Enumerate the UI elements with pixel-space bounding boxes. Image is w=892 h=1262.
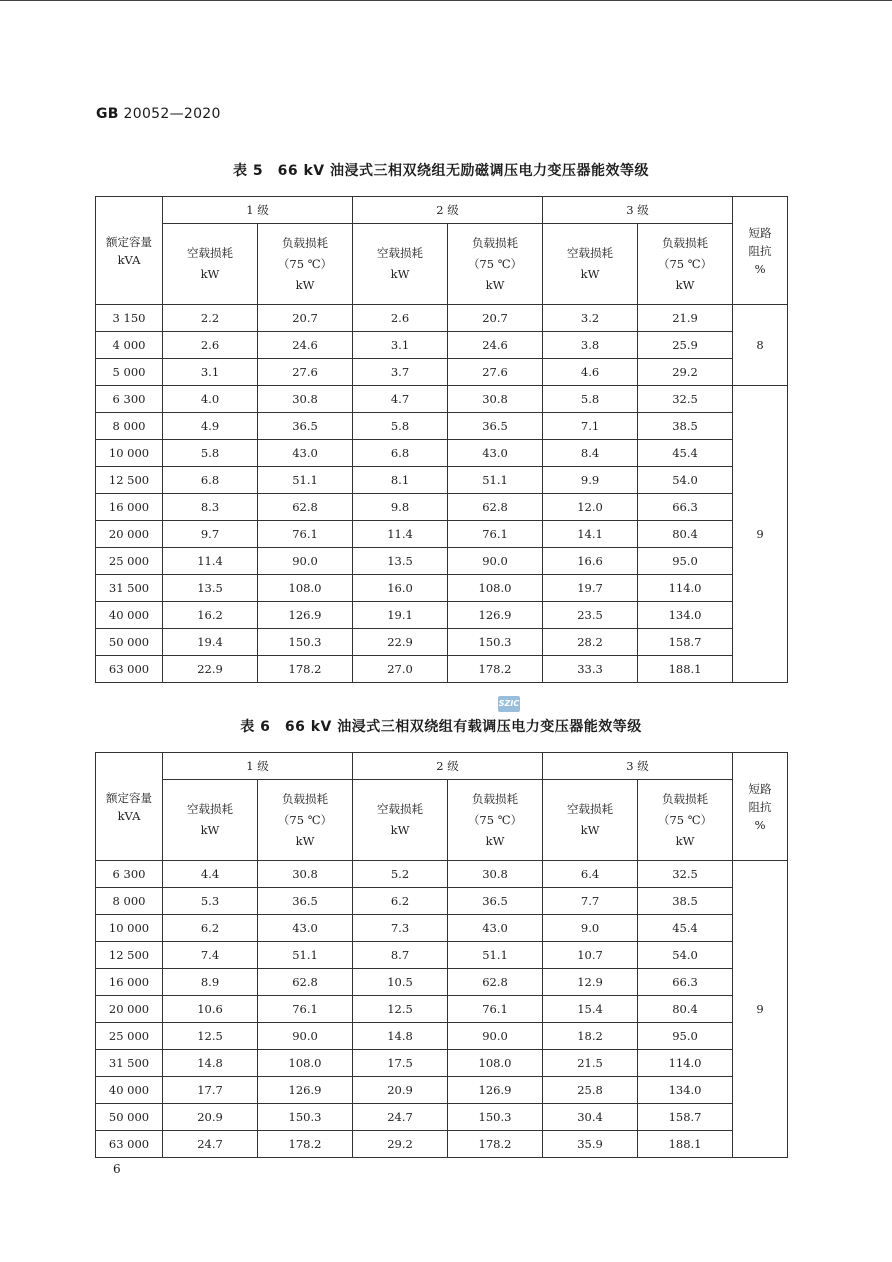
table-row [96,1104,788,1131]
table5-caption: 表 5 66 kV 油浸式三相双绕组无励磁调压电力变压器能效等级 [233,163,649,179]
loss-value-cell: 29.2 [353,1131,448,1158]
header-line: 阻抗 [748,799,772,814]
loss-value-cell: 23.5 [543,602,638,629]
table-row [96,440,788,467]
header-line: 空载损耗 [567,802,614,816]
loss-value-cell: 90.0 [448,548,543,575]
capacity-cell: 10 000 [96,915,163,942]
loss-value-cell: 38.5 [638,413,733,440]
loss-value-cell: 6.2 [353,888,448,915]
loss-value-cell: 7.1 [543,413,638,440]
loss-value-cell: 36.5 [258,888,353,915]
capacity-cell: 16 000 [96,494,163,521]
table-row [96,629,788,656]
table-row [96,942,788,969]
header-line: 负载损耗 [662,791,709,806]
loss-value-cell: 25.8 [543,1077,638,1104]
table-row [96,861,788,888]
page-number: 6 [113,1162,121,1176]
loss-value-cell: 90.0 [448,1023,543,1050]
loss-value-cell: 16.2 [163,602,258,629]
loss-value-cell: 29.2 [638,359,733,386]
header-line: kW [675,277,695,292]
table6-efficiency-grades [95,752,788,1158]
loss-value-cell: 108.0 [258,1050,353,1077]
table-row [96,386,788,413]
table-row [96,413,788,440]
loss-value-cell: 12.0 [543,494,638,521]
load-loss-header [448,780,543,861]
loss-value-cell: 9.0 [543,915,638,942]
loss-value-cell: 30.4 [543,1104,638,1131]
table-row [96,1023,788,1050]
header-line: 负载损耗 [282,235,328,250]
capacity-cell: 16 000 [96,969,163,996]
table5-efficiency-grades [95,196,788,683]
capacity-cell: 12 500 [96,467,163,494]
loss-value-cell: 6.2 [163,915,258,942]
loss-value-cell: 24.6 [448,332,543,359]
loss-value-cell: 22.9 [353,629,448,656]
loss-value-cell: 10.5 [353,969,448,996]
loss-value-cell: 54.0 [638,942,733,969]
grade-3-header: 3 级 [543,197,733,224]
standard-code: 20052—2020 [123,106,221,122]
short-circuit-impedance-header [733,753,788,861]
loss-value-cell: 51.1 [258,467,353,494]
loss-value-cell: 22.9 [163,656,258,683]
grade-3-header: 3 级 [543,753,733,780]
loss-value-cell: 13.5 [163,575,258,602]
loss-value-cell: 108.0 [448,1050,543,1077]
loss-value-cell: 30.8 [448,386,543,413]
loss-value-cell: 25.9 [638,332,733,359]
loss-value-cell: 17.7 [163,1077,258,1104]
loss-value-cell: 9.8 [353,494,448,521]
loss-value-cell: 5.8 [543,386,638,413]
loss-value-cell: 45.4 [638,915,733,942]
loss-value-cell: 4.7 [353,386,448,413]
capacity-cell: 63 000 [96,1131,163,1158]
loss-value-cell: 62.8 [448,494,543,521]
loss-value-cell: 178.2 [448,1131,543,1158]
loss-value-cell: 14.1 [543,521,638,548]
loss-value-cell: 108.0 [448,575,543,602]
header-line: kW [390,823,410,837]
header-line: kW [200,823,220,837]
table-row [96,602,788,629]
grade-2-header: 2 级 [353,197,543,224]
grade-1-header: 1 级 [163,753,353,780]
table-row [96,521,788,548]
table-row [96,548,788,575]
loss-value-cell: 4.4 [163,861,258,888]
loss-value-cell: 15.4 [543,996,638,1023]
header-line: kW [580,823,600,837]
header-line: （75 ℃） [467,812,523,827]
loss-value-cell: 2.6 [353,305,448,332]
table-row [96,996,788,1023]
load-loss-header [638,224,733,305]
table-row [96,969,788,996]
header-row [96,197,788,224]
loss-value-cell: 7.4 [163,942,258,969]
capacity-cell: 12 500 [96,942,163,969]
header-line: kW [485,277,505,292]
loss-value-cell: 178.2 [258,656,353,683]
loss-value-cell: 24.7 [163,1131,258,1158]
loss-value-cell: 36.5 [258,413,353,440]
loss-value-cell: 76.1 [258,996,353,1023]
no-load-loss-header [163,224,258,305]
loss-value-cell: 19.1 [353,602,448,629]
table-row [96,1077,788,1104]
loss-value-cell: 21.9 [638,305,733,332]
table-row [96,305,788,332]
loss-value-cell: 30.8 [258,861,353,888]
loss-value-cell: 21.5 [543,1050,638,1077]
table-row [96,575,788,602]
loss-value-cell: 16.0 [353,575,448,602]
loss-value-cell: 43.0 [448,440,543,467]
capacity-cell: 20 000 [96,521,163,548]
loss-value-cell: 9.9 [543,467,638,494]
loss-value-cell: 4.6 [543,359,638,386]
loss-value-cell: 178.2 [448,656,543,683]
loss-value-cell: 4.9 [163,413,258,440]
loss-value-cell: 36.5 [448,888,543,915]
capacity-cell: 31 500 [96,575,163,602]
loss-value-cell: 7.7 [543,888,638,915]
table-row [96,332,788,359]
capacity-cell: 10 000 [96,440,163,467]
loss-value-cell: 51.1 [448,467,543,494]
header-line: kW [200,267,220,281]
table-row [96,915,788,942]
load-loss-header [638,780,733,861]
header-line: 负载损耗 [282,791,328,806]
header-line: 空载损耗 [187,802,233,816]
loss-value-cell: 126.9 [448,1077,543,1104]
loss-value-cell: 51.1 [258,942,353,969]
loss-value-cell: 3.2 [543,305,638,332]
impedance-value-cell: 9 [733,386,788,683]
header-row [96,753,788,780]
loss-value-cell: 5.8 [353,413,448,440]
loss-value-cell: 18.2 [543,1023,638,1050]
loss-value-cell: 17.5 [353,1050,448,1077]
table-row [96,1050,788,1077]
capacity-cell: 8 000 [96,413,163,440]
top-border-line [0,0,892,1]
capacity-cell: 25 000 [96,1023,163,1050]
table-row [96,359,788,386]
standard-number [96,106,221,122]
loss-value-cell: 27.6 [258,359,353,386]
loss-value-cell: 35.9 [543,1131,638,1158]
table6-caption: 表 6 66 kV 油浸式三相双绕组有载调压电力变压器能效等级 [240,719,642,735]
short-circuit-impedance-header [733,197,788,305]
loss-value-cell: 19.7 [543,575,638,602]
capacity-cell: 50 000 [96,1104,163,1131]
loss-value-cell: 10.6 [163,996,258,1023]
loss-value-cell: 3.1 [353,332,448,359]
watermark-logo: SZIC [498,696,520,712]
header-line: （75 ℃） [277,256,333,271]
loss-value-cell: 11.4 [163,548,258,575]
header-line: kW [580,267,600,281]
loss-value-cell: 14.8 [163,1050,258,1077]
header-line: 空载损耗 [377,802,424,816]
loss-value-cell: 150.3 [448,629,543,656]
standard-prefix: GB [96,106,119,122]
capacity-cell: 31 500 [96,1050,163,1077]
grade-2-header: 2 级 [353,753,543,780]
loss-value-cell: 12.9 [543,969,638,996]
loss-value-cell: 36.5 [448,413,543,440]
load-loss-header [258,224,353,305]
no-load-loss-header [353,780,448,861]
loss-value-cell: 16.6 [543,548,638,575]
header-line: 空载损耗 [187,246,233,260]
loss-value-cell: 30.8 [448,861,543,888]
header-line: kW [295,277,315,292]
header-line: 额定容量 [106,234,152,249]
loss-value-cell: 8.4 [543,440,638,467]
rated-capacity-header [96,753,163,861]
loss-value-cell: 28.2 [543,629,638,656]
loss-value-cell: 12.5 [163,1023,258,1050]
header-line: 空载损耗 [377,246,424,260]
loss-value-cell: 19.4 [163,629,258,656]
loss-value-cell: 24.6 [258,332,353,359]
loss-value-cell: 3.1 [163,359,258,386]
loss-value-cell: 76.1 [258,521,353,548]
loss-value-cell: 62.8 [448,969,543,996]
rated-capacity-header [96,197,163,305]
loss-value-cell: 80.4 [638,521,733,548]
impedance-value-cell: 9 [733,861,788,1158]
loss-value-cell: 80.4 [638,996,733,1023]
loss-value-cell: 66.3 [638,969,733,996]
table-row [96,467,788,494]
header-line: （75 ℃） [277,812,333,827]
loss-value-cell: 6.8 [353,440,448,467]
loss-value-cell: 178.2 [258,1131,353,1158]
loss-value-cell: 76.1 [448,996,543,1023]
loss-value-cell: 54.0 [638,467,733,494]
header-line: 空载损耗 [567,246,614,260]
header-line: 短路 [748,781,772,796]
capacity-cell: 6 300 [96,386,163,413]
loss-value-cell: 8.1 [353,467,448,494]
loss-value-cell: 9.7 [163,521,258,548]
loss-value-cell: 126.9 [448,602,543,629]
capacity-cell: 6 300 [96,861,163,888]
header-line: % [754,817,766,832]
loss-value-cell: 27.0 [353,656,448,683]
header-row [96,780,788,861]
grade-1-header: 1 级 [163,197,353,224]
loss-value-cell: 38.5 [638,888,733,915]
loss-value-cell: 12.5 [353,996,448,1023]
capacity-cell: 40 000 [96,602,163,629]
loss-value-cell: 150.3 [448,1104,543,1131]
loss-value-cell: 8.3 [163,494,258,521]
capacity-cell: 63 000 [96,656,163,683]
table-row [96,1131,788,1158]
table-row [96,494,788,521]
capacity-cell: 8 000 [96,888,163,915]
loss-value-cell: 90.0 [258,1023,353,1050]
loss-value-cell: 51.1 [448,942,543,969]
loss-value-cell: 6.8 [163,467,258,494]
loss-value-cell: 14.8 [353,1023,448,1050]
loss-value-cell: 114.0 [638,1050,733,1077]
no-load-loss-header [353,224,448,305]
capacity-cell: 40 000 [96,1077,163,1104]
loss-value-cell: 95.0 [638,548,733,575]
loss-value-cell: 11.4 [353,521,448,548]
loss-value-cell: 43.0 [258,440,353,467]
capacity-cell: 25 000 [96,548,163,575]
no-load-loss-header [163,780,258,861]
loss-value-cell: 8.9 [163,969,258,996]
loss-value-cell: 33.3 [543,656,638,683]
loss-value-cell: 27.6 [448,359,543,386]
no-load-loss-header [543,780,638,861]
loss-value-cell: 43.0 [258,915,353,942]
loss-value-cell: 126.9 [258,602,353,629]
loss-value-cell: 134.0 [638,602,733,629]
capacity-cell: 5 000 [96,359,163,386]
loss-value-cell: 150.3 [258,629,353,656]
header-line: kW [295,833,315,848]
loss-value-cell: 62.8 [258,494,353,521]
loss-value-cell: 66.3 [638,494,733,521]
loss-value-cell: 76.1 [448,521,543,548]
loss-value-cell: 158.7 [638,629,733,656]
header-line: kW [390,267,410,281]
loss-value-cell: 20.9 [163,1104,258,1131]
table-row [96,888,788,915]
capacity-cell: 4 000 [96,332,163,359]
loss-value-cell: 45.4 [638,440,733,467]
loss-value-cell: 6.4 [543,861,638,888]
loss-value-cell: 3.8 [543,332,638,359]
header-line: （75 ℃） [467,256,523,271]
loss-value-cell: 2.2 [163,305,258,332]
loss-value-cell: 20.9 [353,1077,448,1104]
header-line: 负载损耗 [662,235,709,250]
loss-value-cell: 13.5 [353,548,448,575]
loss-value-cell: 30.8 [258,386,353,413]
header-line: 负载损耗 [472,791,519,806]
loss-value-cell: 5.2 [353,861,448,888]
load-loss-header [258,780,353,861]
header-row [96,224,788,305]
header-line: 阻抗 [748,243,772,258]
loss-value-cell: 4.0 [163,386,258,413]
header-line: 负载损耗 [472,235,519,250]
loss-value-cell: 62.8 [258,969,353,996]
impedance-value-cell: 8 [733,305,788,386]
loss-value-cell: 8.7 [353,942,448,969]
header-line: 短路 [748,225,772,240]
header-line: （75 ℃） [657,812,713,827]
loss-value-cell: 7.3 [353,915,448,942]
capacity-cell: 50 000 [96,629,163,656]
loss-value-cell: 5.8 [163,440,258,467]
loss-value-cell: 10.7 [543,942,638,969]
loss-value-cell: 126.9 [258,1077,353,1104]
header-line: 额定容量 [106,790,152,805]
loss-value-cell: 134.0 [638,1077,733,1104]
header-line: % [754,261,766,276]
header-line: kVA [117,808,141,823]
loss-value-cell: 20.7 [258,305,353,332]
header-line: kW [675,833,695,848]
loss-value-cell: 150.3 [258,1104,353,1131]
loss-value-cell: 32.5 [638,386,733,413]
loss-value-cell: 158.7 [638,1104,733,1131]
loss-value-cell: 43.0 [448,915,543,942]
capacity-cell: 3 150 [96,305,163,332]
loss-value-cell: 3.7 [353,359,448,386]
header-line: （75 ℃） [657,256,713,271]
loss-value-cell: 90.0 [258,548,353,575]
table-row [96,656,788,683]
loss-value-cell: 108.0 [258,575,353,602]
loss-value-cell: 20.7 [448,305,543,332]
loss-value-cell: 95.0 [638,1023,733,1050]
loss-value-cell: 188.1 [638,656,733,683]
load-loss-header [448,224,543,305]
loss-value-cell: 188.1 [638,1131,733,1158]
capacity-cell: 20 000 [96,996,163,1023]
no-load-loss-header [543,224,638,305]
loss-value-cell: 114.0 [638,575,733,602]
loss-value-cell: 5.3 [163,888,258,915]
header-line: kW [485,833,505,848]
loss-value-cell: 24.7 [353,1104,448,1131]
loss-value-cell: 32.5 [638,861,733,888]
loss-value-cell: 2.6 [163,332,258,359]
header-line: kVA [117,252,141,267]
